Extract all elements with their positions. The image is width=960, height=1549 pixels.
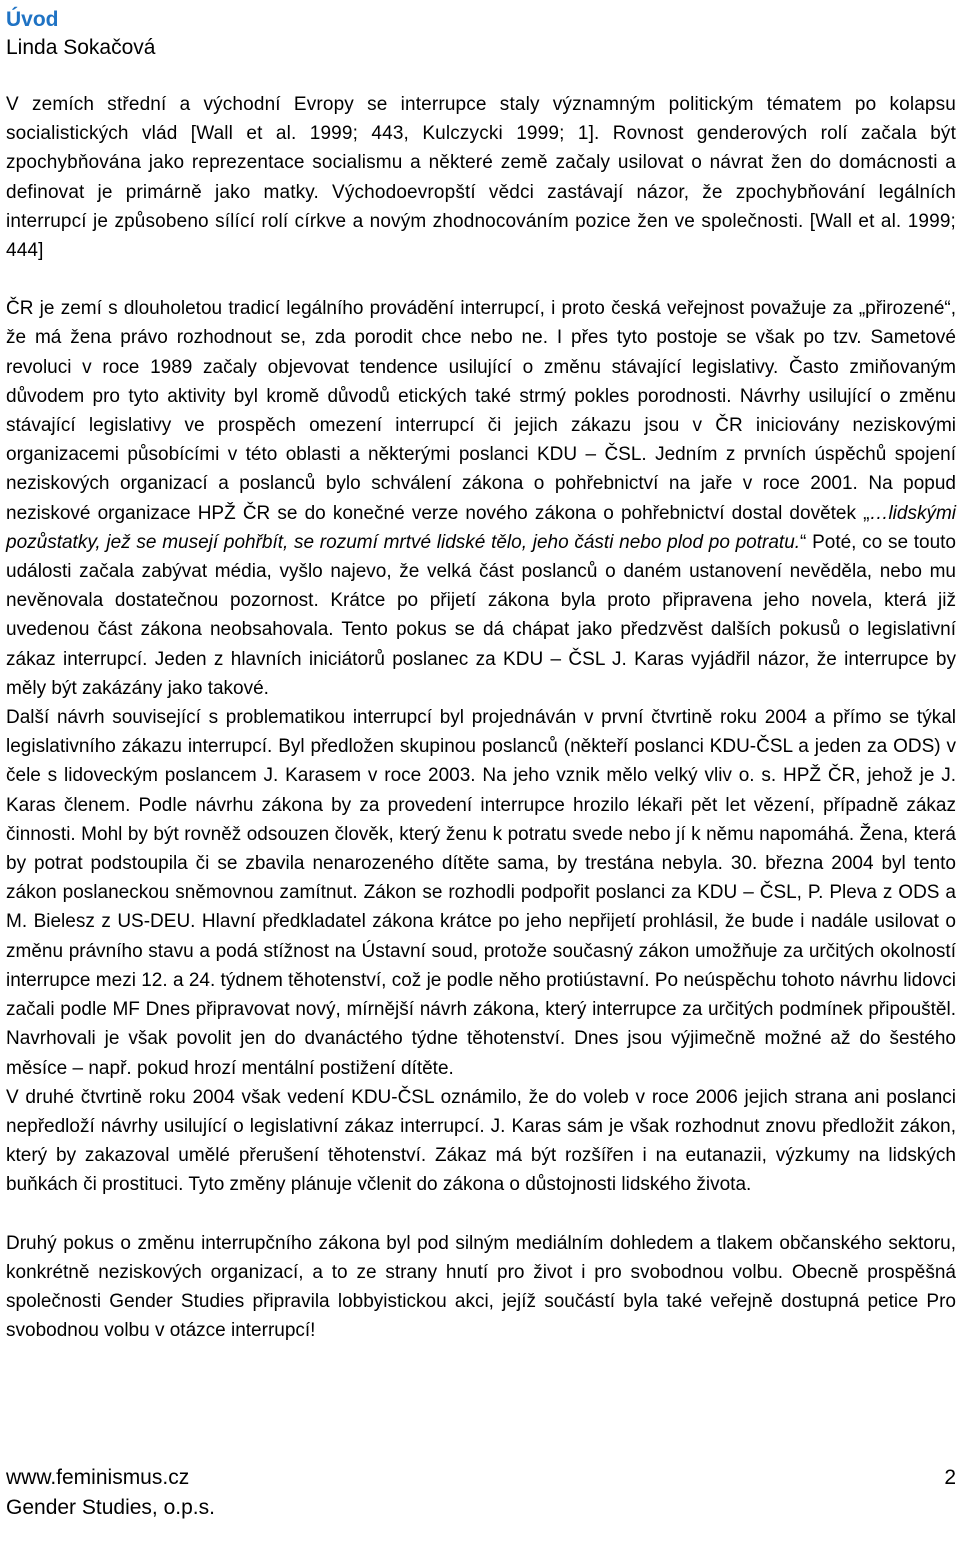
law-quote: …lidskými pozůstatky, jež se musejí pohřbít, se rozumí mrtvé lidské tělo, jeho části nebo plod po potratu. [6, 502, 956, 553]
footer-website: www.feminismus.cz [6, 1466, 190, 1489]
page-number: 2 [944, 1466, 956, 1489]
paragraph-legislation [6, 294, 956, 703]
footer-organization: Gender Studies, o.p.s. [6, 1496, 215, 1519]
section-title: Úvod [6, 8, 59, 31]
page-footer [6, 1463, 956, 1523]
paragraph-legislation-part-b: “ Poté, co se touto události začala zabývat média, vyšlo najevo, že velká část poslanců o daném ustanovení nevěděla, nebo mu nevěnovala dostatečnou pozornost. Krátce po přijetí zákona byla proto připravena jeho novela, která již uvedenou část zákona neobsahovala. Tento pokus se dá chápat jako předzvěst dalších pokusů o legislativní zákaz interrupcí. Jeden z hlavních iniciátorů poslanec za KDU – ČSL J. Karas vyjádřil názor, že interrupce by měly být zakázány jako takové. [6, 531, 956, 699]
paragraph-gap [6, 1200, 956, 1229]
paragraph-kdu-csl: V druhé čtvrtině roku 2004 však vedení KDU-ČSL oznámilo, že do voleb v roce 2006 jejich strana ani poslanci nepředloží návrhy usilující o legislativní zákaz interrupcí. J. Karas sám je však rozhodnut znovu předložit zákon, který by zakazoval umělé přerušení těhotenství. Zákaz má být rozšířen i na eutanazii, výzkumy na lidských buňkách či prostituci. Tyto změny plánuje včlenit do zákona o důstojnosti lidského života. [6, 1086, 956, 1196]
paragraph-legislation-part-a: ČR je zemí s dlouholetou tradicí legálního provádění interrupcí, i proto česká veřejnost považuje za „přirozené“, že má žena právo rozhodnout se, zda porodit chce nebo ne. I přes tyto postoje se však po tzv. Sametové revoluci v roce 1989 začaly objevovat tendence usilující o změnu stávající legislativy. Často zmiňovaným důvodem pro tyto aktivity byl kromě důvodů etických také strmý pokles porodnosti. Návrhy usilující o změnu stávající legislativy ve prospěch omezení interrupcí či jejich zákazu jsou v ČR iniciovány neziskovými organizacemi působícími v této oblasti a některými poslanci KDU – ČSL. Jedním z prvních úspěchů spojení neziskových organizací a poslanců bylo schválení zákona o pohřebnictví na jaře v roce 2001. Na popud neziskové organizace HPŽ ČR se do konečné verze nového zákona o pohřebnictví dostal dovětek „ [6, 298, 956, 524]
paragraph-second-attempt: Druhý pokus o změnu interrupčního zákona byl pod silným mediálním dohledem a tlakem občanského sektoru, konkrétně neziskových organizací, a to ze strany hnutí pro život i pro svobodnou volbu. Obecně prospěšná společnosti Gender Studies připravila lobbyistickou akci, jejíž součástí byla také veřejně dostupná petice Pro svobodnou volbu v otázce interrupcí! [6, 1232, 956, 1342]
author-name: Linda Sokačová [6, 36, 156, 59]
paragraph-intro: V zemích střední a východní Evropy se interrupce staly významným politickým tématem po kolapsu socialistických vlád [Wall et al. 1999; 443, Kulczycki 1999; 1]. Rovnost genderových rolí začala být zpochybňována jako reprezentace socialismu a některé země začaly usilovat o návrat žen do domácnosti a definovat je primárně jako matky. Východoevropští vědci zastávají názor, že zpochybňování legálních interrupcí je způsobeno sílící rolí církve a novým zhodnocováním pozice žen ve společnosti. [Wall et al. 1999; 444] [6, 94, 956, 262]
document-page [6, 6, 956, 1345]
paragraph-2004-proposal: Další návrh související s problematikou interrupcí byl projednáván v první čtvrtině roku 2004 a přímo se týkal legislativního zákazu interrupcí. Byl předložen skupinou poslanců (někteří poslanci KDU-ČSL a jeden za ODS) v čele s lidoveckým poslancem J. Karasem v roce 2003. Na jeho vznik mělo velký vliv o. s. HPŽ ČR, jehož je J. Karas členem. Podle návrhu zákona by za provedení interrupce hrozilo lékaři pět let vězení, případně zákaz činnosti. Mohl by být rovněž odsouzen člověk, který ženu k potratu svede nebo jí k němu napomáhá. Žena, která by potrat podstoupila či se zbavila nenarozeného dítěte sama, by trestána nebyla. 30. března 2004 byl tento zákon poslaneckou sněmovnou zamítnut. Zákon se rozhodli podpořit poslanci za KDU – ČSL, P. Pleva z ODS a M. Bielesz z US-DEU. Hlavní předkladatel zákona krátce po jeho nepřijetí prohlásil, že bude i nadále usilovat o změnu právního stavu a podá stížnost na Ústavní soud, protože současný zákon umožňuje za určitých okolností interrupce mezi 12. a 24. týdnem těhotenství, což je podle něho protiústavní. Po neúspěchu tohoto návrhu lidovci začali podle MF Dnes připravovat nový, mírnější návrh zákona, který interrupce za určitých podmínek připouštěl. Navrhovali je však povolit jen do dvanáctého týdne těhotenství. Dnes jsou výjimečně možné až do šestého měsíce – např. pokud hrozí mentální postižení dítěte. [6, 707, 956, 1079]
paragraph-gap [6, 265, 956, 294]
